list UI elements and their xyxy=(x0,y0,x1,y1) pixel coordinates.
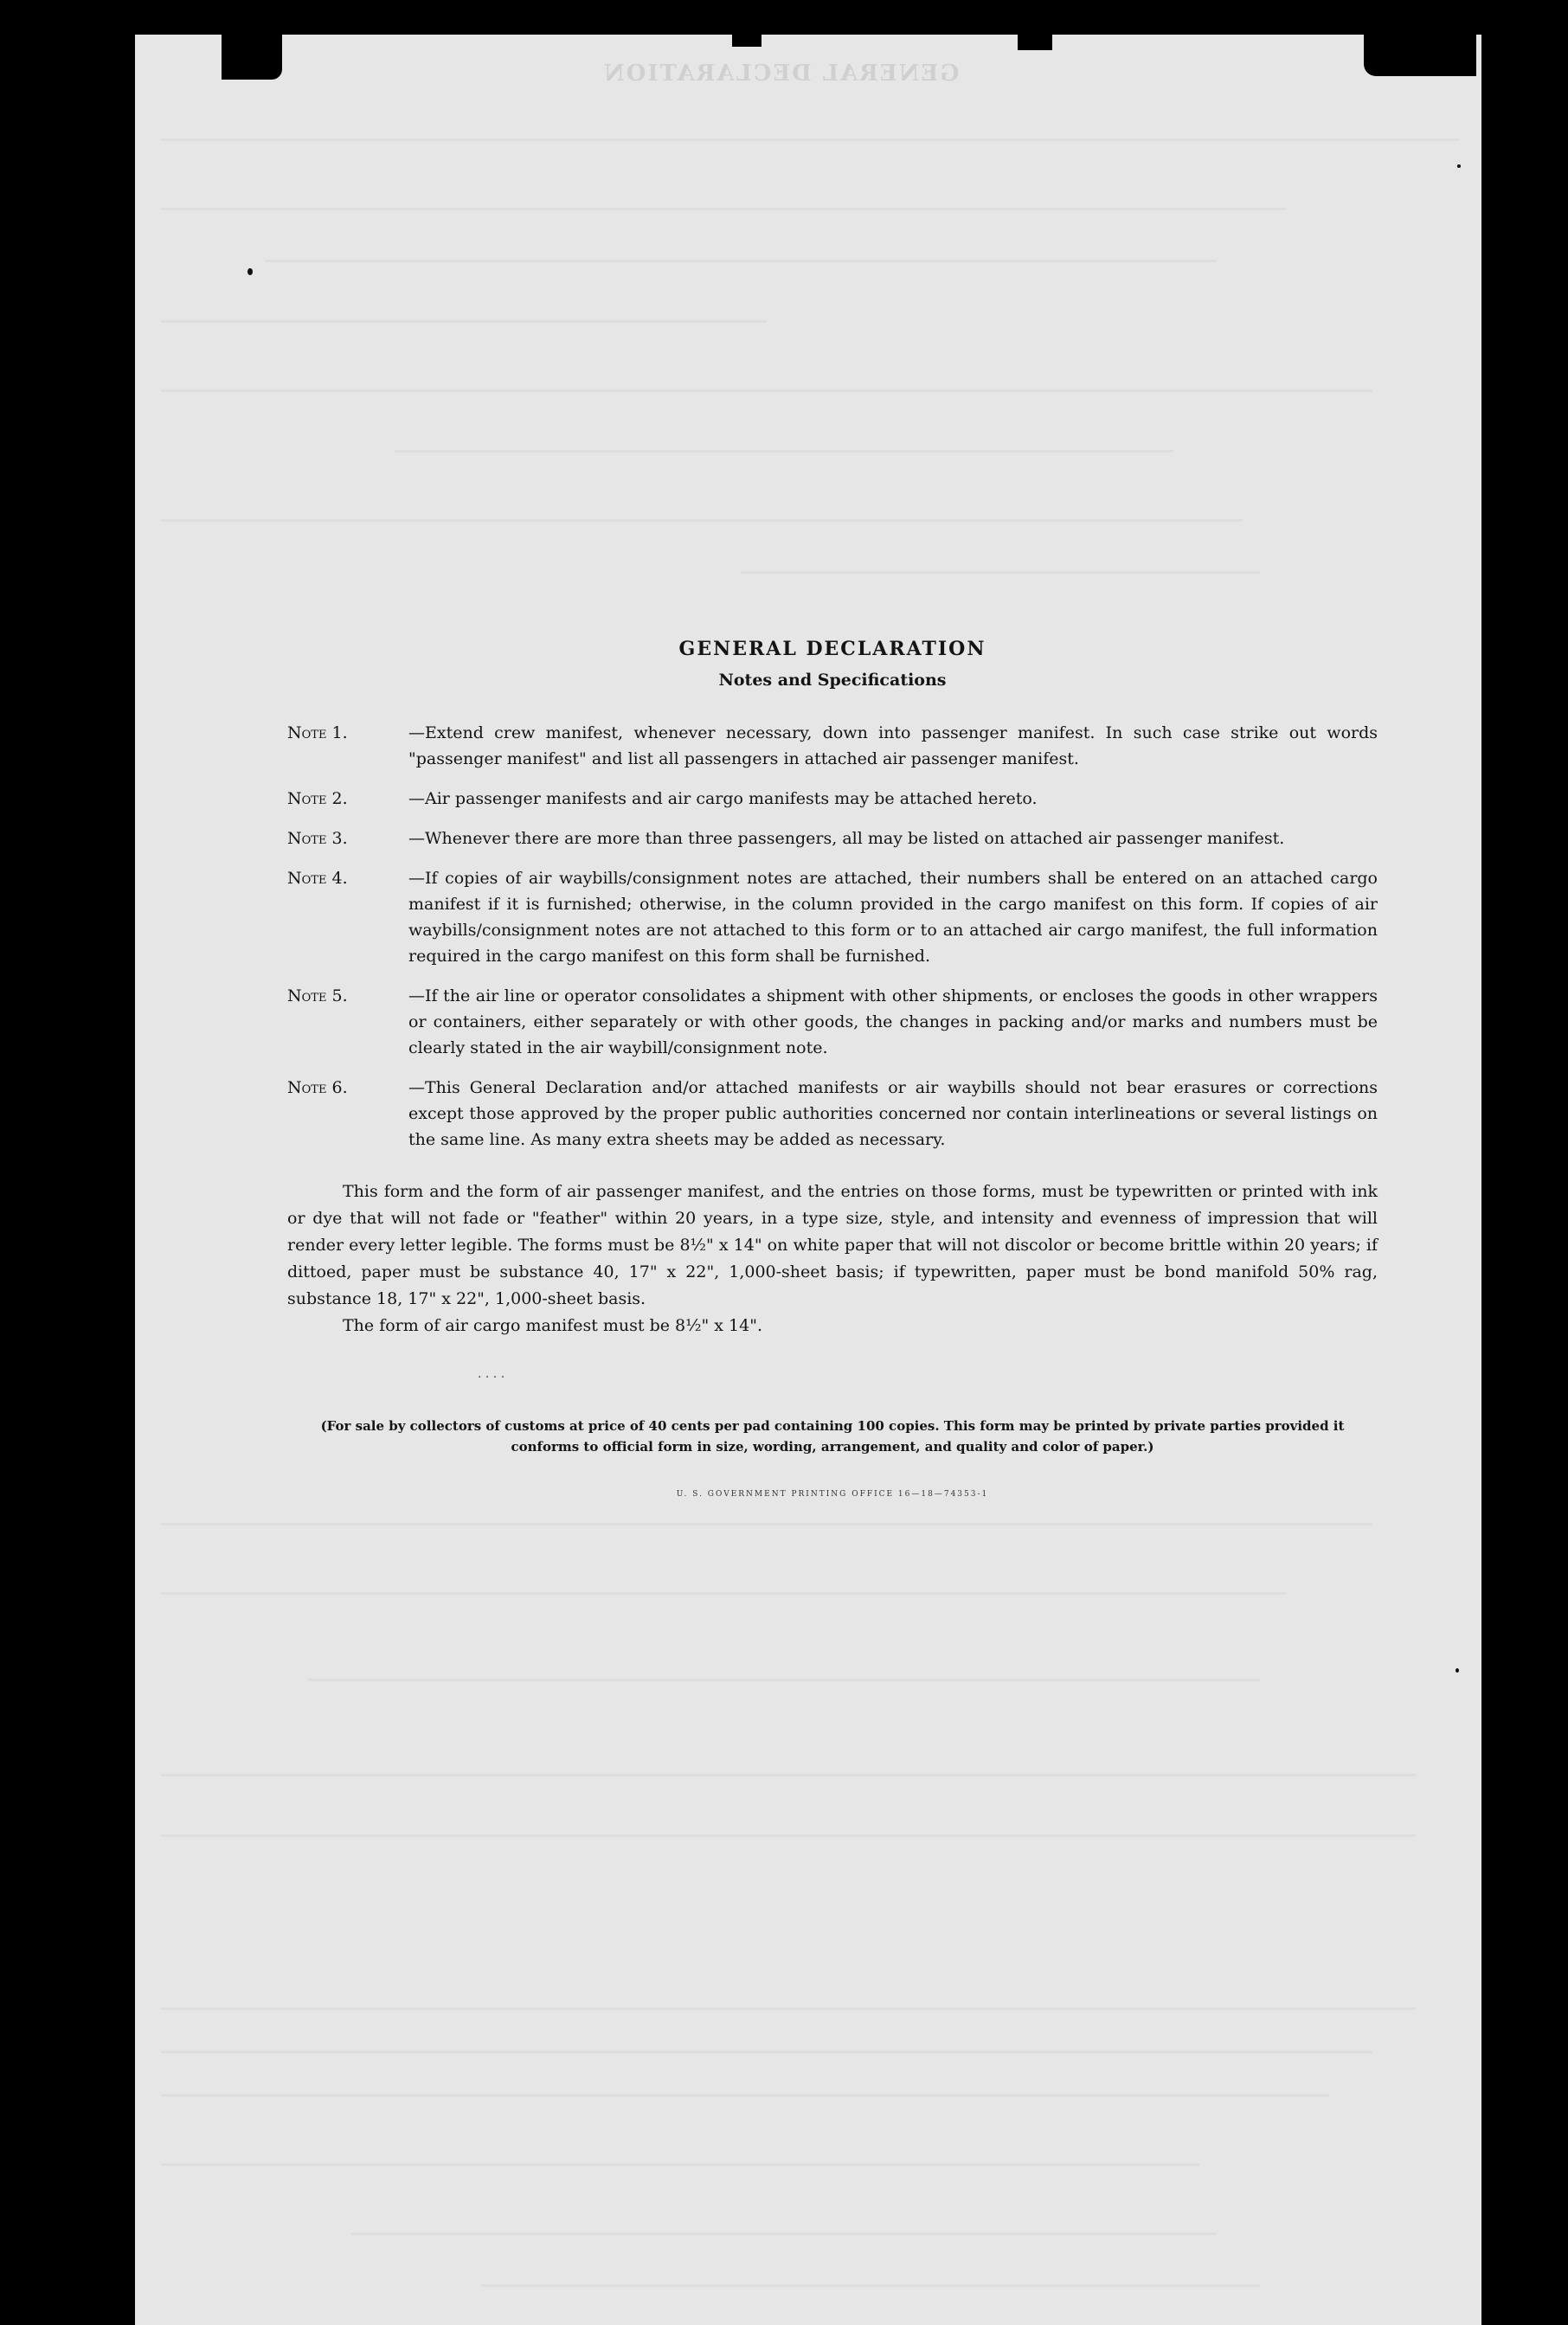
note-4 xyxy=(287,865,1378,969)
note-text: —Extend crew manifest, whenever necessary, down into passenger manifest. In such case strike out words "passenger manifest" and list all passengers in attached air passenger manifest. xyxy=(408,723,1378,768)
document-page xyxy=(135,35,1481,2325)
note-6 xyxy=(287,1075,1378,1153)
scan-speck xyxy=(1457,164,1461,168)
page-title: GENERAL DECLARATION xyxy=(678,638,986,660)
note-label: Note 2. xyxy=(287,789,348,808)
torn-edge xyxy=(1364,35,1476,76)
note-label: Note 4. xyxy=(287,869,348,888)
torn-edge xyxy=(222,35,282,80)
form-specification-paragraph: This form and the form of air passenger manifest, and the entries on those forms, must be typewritten or printed with ink or dye that will not fade or "feather" within 20 years, in a type size, style, and intensity and evenness of impression that will render every letter legible. The forms must be 8½" x 14" on white paper that will not discolor or become brittle within 20 years; if dittoed, paper must be substance 40, 17" x 22", 1,000-sheet basis; if typewritten, paper must be bond manifold 50% rag, substance 18, 17" x 22", 1,000-sheet basis. xyxy=(287,1182,1378,1308)
printer-line: U. S. GOVERNMENT PRINTING OFFICE 16—18—74353-1 xyxy=(676,1490,989,1499)
note-text: —Whenever there are more than three passengers, all may be listed on attached air passenger manifest. xyxy=(408,829,1285,848)
note-label: Note 3. xyxy=(287,829,348,848)
note-2 xyxy=(287,786,1378,812)
note-label: Note 5. xyxy=(287,986,348,1005)
page-subtitle: Notes and Specifications xyxy=(718,671,947,690)
note-5 xyxy=(287,983,1378,1061)
torn-edge xyxy=(1018,35,1052,50)
bleed-heading: GENERAL DECLARATION xyxy=(602,61,960,87)
scan-speck xyxy=(247,268,253,275)
note-label: Note 6. xyxy=(287,1078,348,1097)
stray-marks: · · · · xyxy=(478,1371,505,1384)
note-text: —This General Declaration and/or attached manifests or air waybills should not bear erasures or corrections except those approved by the proper public authorities concerned nor contain interlineations or several listings on the same line. As many extra sheets may be added as necessary. xyxy=(408,1078,1378,1149)
scan-speck xyxy=(1456,1668,1459,1673)
note-3 xyxy=(287,825,1378,851)
note-text: —If copies of air waybills/consignment notes are attached, their numbers shall be entered on an attached cargo manifest if it is furnished; otherwise, in the column provided in the cargo manifest on this form. If copies of air waybills/consignment notes are not attached to this form or to an attached air cargo manifest, the full information required in the cargo manifest on this form shall be furnished. xyxy=(408,869,1378,966)
notes-content xyxy=(287,633,1378,1499)
note-text: —Air passenger manifests and air cargo manifests may be attached hereto. xyxy=(408,789,1038,808)
torn-edge xyxy=(732,35,762,47)
note-label: Note 1. xyxy=(287,723,348,742)
note-text: —If the air line or operator consolidates a shipment with other shipments, or encloses the goods in other wrappers or containers, either separately or with other goods, the changes in packing and/or marks and numbers must be clearly stated in the air waybill/consignment note. xyxy=(408,986,1378,1057)
note-1 xyxy=(287,720,1378,772)
cargo-form-line: The form of air cargo manifest must be 8½" x 14". xyxy=(343,1316,763,1335)
sale-notice: (For sale by collectors of customs at price of 40 cents per pad containing 100 copies. This form may be printed by private parties provided it conforms to official form in size, wording, arrangement, and quality and color of paper.) xyxy=(320,1418,1345,1455)
